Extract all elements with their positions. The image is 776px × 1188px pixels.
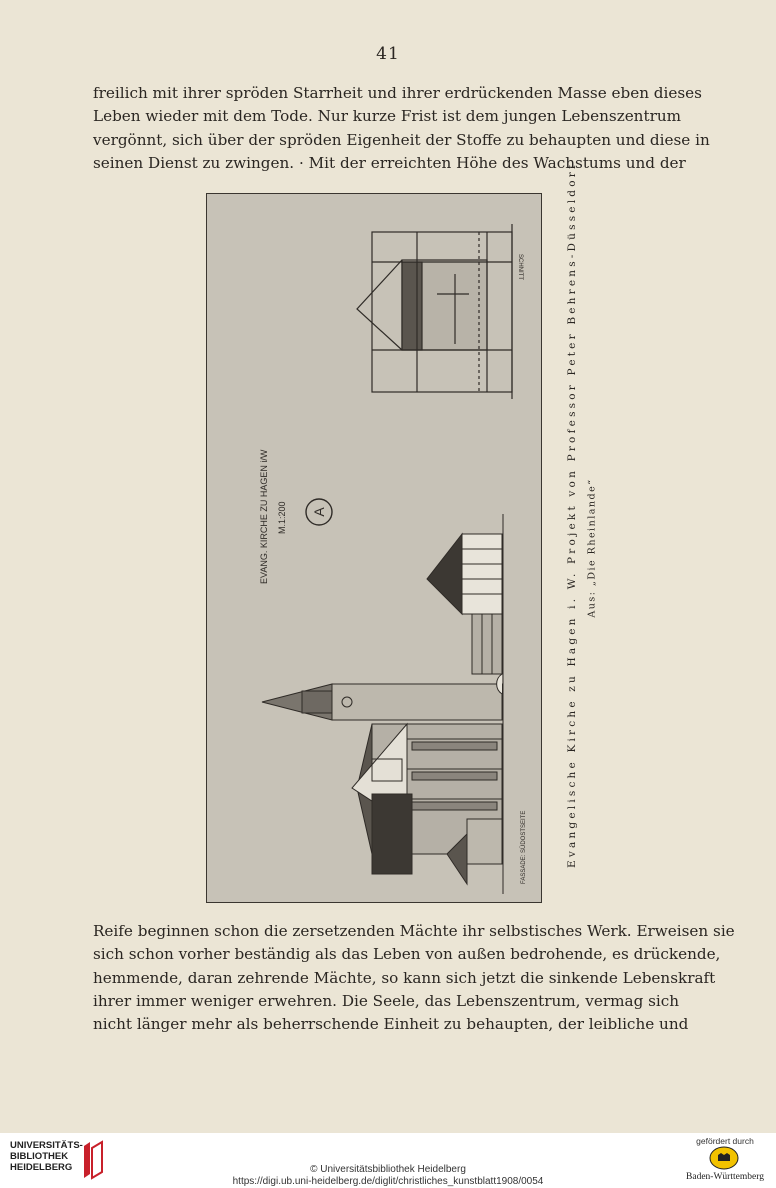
library-line: HEIDELBERG — [10, 1162, 73, 1173]
text-line: Leben wieder mit dem Tode. Nur kurze Frist ist dem jungen Lebenszentrum — [93, 107, 682, 126]
text-line: nicht länger mehr als beherrschende Einheit zu behaupten, der leibliche und — [93, 1015, 689, 1034]
text-line: hemmende, daran zehrende Mächte, so kann sich jetzt die sinkende Lebenskraft — [93, 968, 716, 987]
figure-scale: M.1:200 — [277, 501, 287, 534]
text-line: freilich mit ihrer spröden Starrheit und ihrer erdrückenden Masse eben dieses — [93, 84, 702, 102]
text-line: sich schon vorher beständig als das Leben von außen bedrohende, es drückende, — [93, 945, 721, 964]
text-line: Reife beginnen schon die zersetzenden Mächte ihr selbstisches Werk. Erweisen sie — [93, 922, 735, 940]
text-line: vergönnt, sich über der spröden Eigenheit der Stoffe zu behaupten und diese in — [93, 130, 710, 149]
marker-letter: A — [311, 507, 327, 517]
architectural-plate — [206, 193, 542, 903]
church-drawing — [207, 194, 541, 902]
source-url[interactable]: https://digi.ub.uni-heidelberg.de/diglit/christliches_kunstblatt1908/0054 — [232, 1176, 544, 1187]
figure-title: EVANG. KIRCHE ZU HAGEN i/W — [259, 449, 269, 584]
section-label: SCHNITT — [517, 254, 523, 280]
state-seal-icon — [709, 1146, 739, 1170]
figure-source: Aus: „Die Rheinlande“ — [586, 478, 598, 618]
page-number: 41 — [376, 44, 400, 64]
library-line: UNIVERSITÄTS- — [10, 1140, 83, 1151]
funded-by-label: gefördert durch — [696, 1136, 754, 1146]
library-line: BIBLIOTHEK — [10, 1151, 69, 1162]
funder-name: Baden-Württemberg — [686, 1172, 764, 1182]
text-line: seinen Dienst zu zwingen. · Mit der erreichten Höhe des Wachstums und der — [93, 153, 686, 172]
section-drawing — [357, 224, 512, 399]
paragraph-bottom — [93, 920, 735, 1036]
text-line: ihrer immer weniger erwehren. Die Seele, das Lebenszentrum, vermag sich — [93, 991, 680, 1010]
figure-caption: Evangelische Kirche zu Hagen i. W. Projekt von Professor Peter Behrens-Düsseldorf — [566, 161, 578, 868]
copyright-text: © Universitätsbibliothek Heidelberg — [310, 1164, 466, 1175]
facade-label: FASSADE: SÜDOSTSEITE — [521, 810, 527, 884]
facade-drawing — [262, 514, 503, 894]
